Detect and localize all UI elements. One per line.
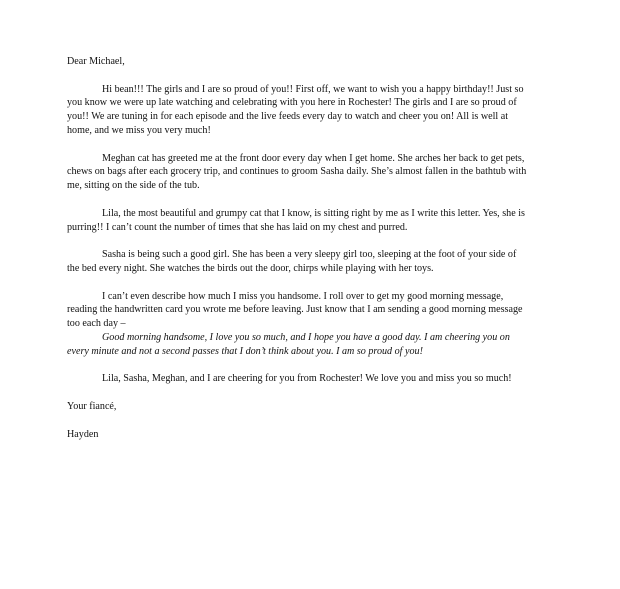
paragraph-miss-you: I can’t even describe how much I miss you handsome. I roll over to get my good morning message, reading the handwritten card you wrote me before leaving. Just know that I am sending a good morning message too each day – bbox=[67, 290, 523, 330]
paragraph-lila: Lila, the most beautiful and grumpy cat that I know, is sitting right by me as I write this letter. Yes, she is purring!! I can’t count the number of times that she has laid on my chest and purred. bbox=[67, 207, 525, 233]
letter-page bbox=[67, 55, 531, 455]
paragraph-closing: Lila, Sasha, Meghan, and I are cheering for you from Rochester! We love you and miss you so much! bbox=[102, 373, 512, 385]
paragraph-meghan: Meghan cat has greeted me at the front door every day when I get home. She arches her back to get pets, chews on bags after each grocery trip, and continues to groom Sasha daily. She’s almost fallen in the bathtub with me, sitting on the side of the tub. bbox=[67, 152, 527, 192]
paragraph-birthday: Hi bean!!! The girls and I are so proud of you!! First off, we want to wish you a happy birthday!! Just so you know we were up late watching and celebrating with you here in Rochester! The girls and I are so proud of you!! We are tuning in for each episode and the live feeds every day to watch and cheer you on! All is well at home, and we miss you very much! bbox=[67, 83, 524, 136]
paragraph-sasha: Sasha is being such a good girl. She has been a very sleepy girl too, sleeping at the foot of your side of the bed every night. She watches the birds out the door, chirps while playing with her toys. bbox=[67, 249, 517, 274]
closing-line: Your fiancé, bbox=[67, 400, 117, 412]
salutation: Dear Michael, bbox=[67, 56, 125, 67]
signature: Hayden bbox=[67, 428, 99, 440]
good-morning-quote: Good morning handsome, I love you so much, and I hope you have a good day. I am cheering you on every minute and not a second passes that I don’t think about you. I am so proud of you! bbox=[67, 331, 510, 357]
